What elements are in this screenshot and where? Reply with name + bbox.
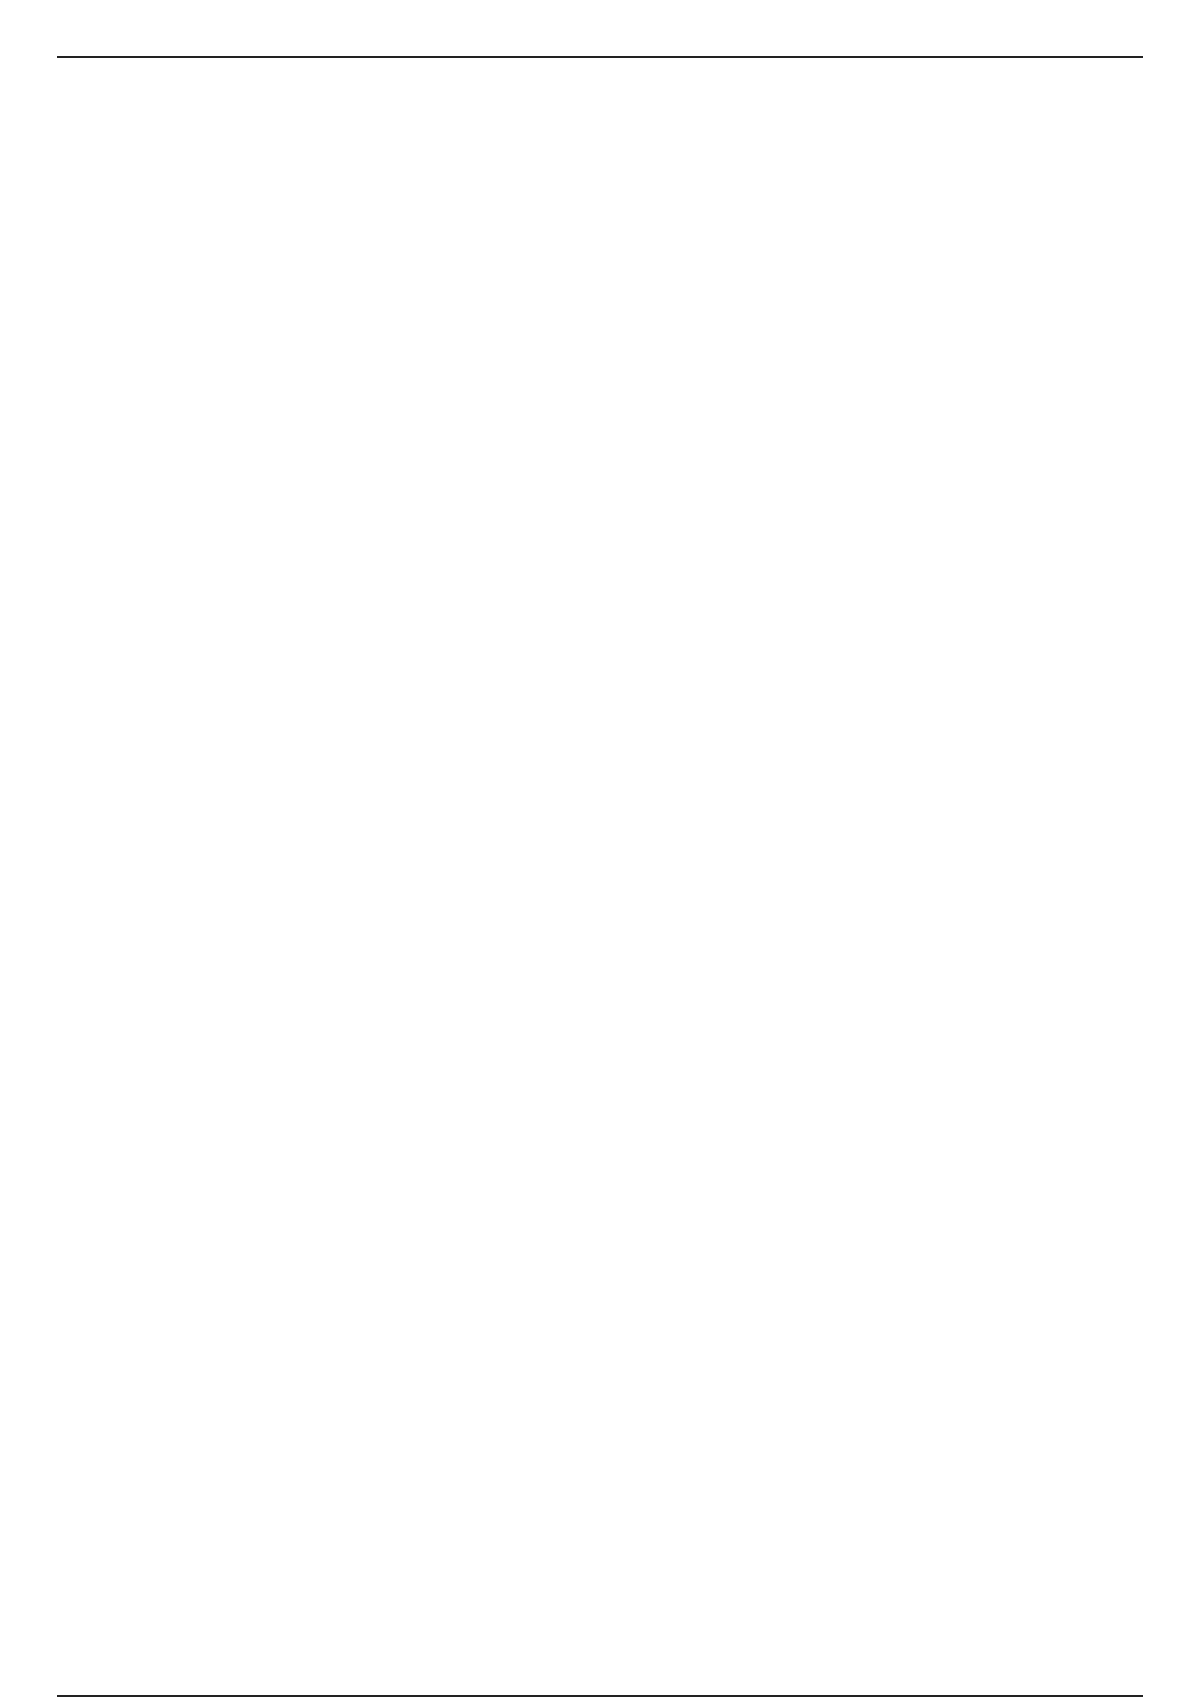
demand-charts [140, 1245, 870, 1535]
bottom-rule [57, 1695, 1143, 1697]
demand-charts-svg [140, 1245, 870, 1535]
top-rule [57, 56, 1143, 58]
document-body [145, 146, 1065, 227]
